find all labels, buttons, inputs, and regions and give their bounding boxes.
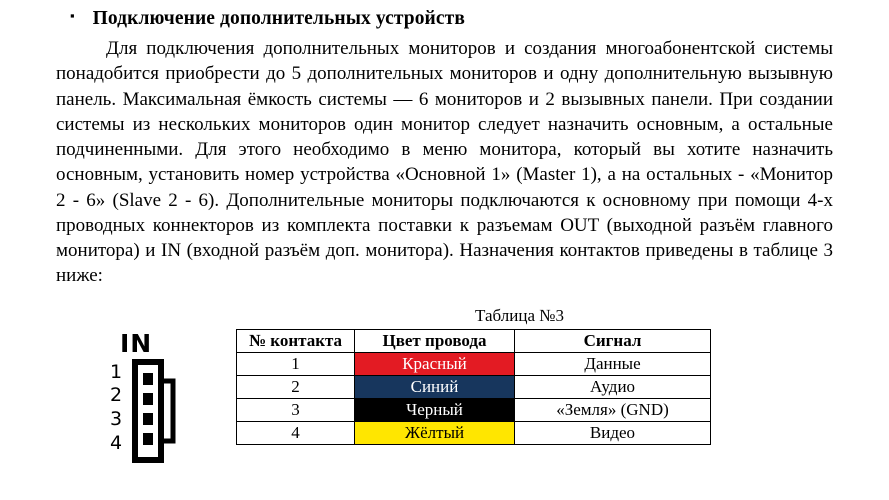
cell-pin: 3 [237, 398, 355, 421]
table-caption: Таблица №3 [475, 305, 564, 325]
bullet-icon: ▪ [70, 8, 75, 23]
cell-pin: 2 [237, 375, 355, 398]
cell-signal: Данные [515, 352, 711, 375]
table-row [237, 398, 711, 421]
cell-signal: «Земля» (GND) [515, 398, 711, 421]
pin-number: 1 [109, 360, 123, 383]
table-header-row [237, 329, 711, 352]
cell-pin: 4 [237, 421, 355, 444]
cell-wire-color: Синий [355, 375, 515, 398]
cell-wire-color: Красный [355, 352, 515, 375]
cell-pin: 1 [237, 352, 355, 375]
pin-number: 4 [109, 431, 123, 454]
table-header-cell: Сигнал [515, 329, 711, 352]
cell-signal: Аудио [515, 375, 711, 398]
connector-pin-numbers [108, 359, 124, 456]
pin-number: 2 [109, 384, 123, 407]
cell-wire-color: Жёлтый [355, 421, 515, 444]
pin-assignment-table [236, 329, 711, 445]
table-row [237, 375, 711, 398]
table-row [237, 352, 711, 375]
table-header-cell: № контакта [237, 329, 355, 352]
section-heading [70, 8, 833, 30]
connector-and-table [56, 329, 833, 463]
body-paragraph: Для подключения дополнительных мониторов и создания многоабонентской системы понадобится приобрести до 5 дополнительных мониторов и одну дополнительную вызывную панель. Максимальная ёмкость системы — 6 мониторов и 2 вызывных панели. При создании системы из нескольких мониторов один монитор следует назначить основным, а остальные подчиненными. Для этого необходимо в меню монитора, который вы хотите назначить основным, установить номер устройства «Основной 1» (Master 1), а на остальных - «Монитор 2 - 6» (Slave 2 - 6). Дополнительные мониторы подключаются к основному при помощи 4-х проводных коннекторов из комплекта поставки к разъемам OUT (выходной разъём главного монитора) и IN (входной разъём доп. монитора). Назначения контактов приведены в таблице 3 ниже: [56, 38, 833, 287]
cell-wire-color: Черный [355, 398, 515, 421]
connector-body [108, 359, 236, 463]
section-heading-text: Подключение дополнительных устройств [92, 8, 465, 29]
table-row [237, 421, 711, 444]
connector-label: IN [120, 328, 153, 358]
connector-diagram [56, 329, 236, 463]
table-header-cell: Цвет провода [355, 329, 515, 352]
connector-housing-icon [132, 359, 178, 463]
pin-number: 3 [109, 408, 123, 431]
cell-signal: Видео [515, 421, 711, 444]
